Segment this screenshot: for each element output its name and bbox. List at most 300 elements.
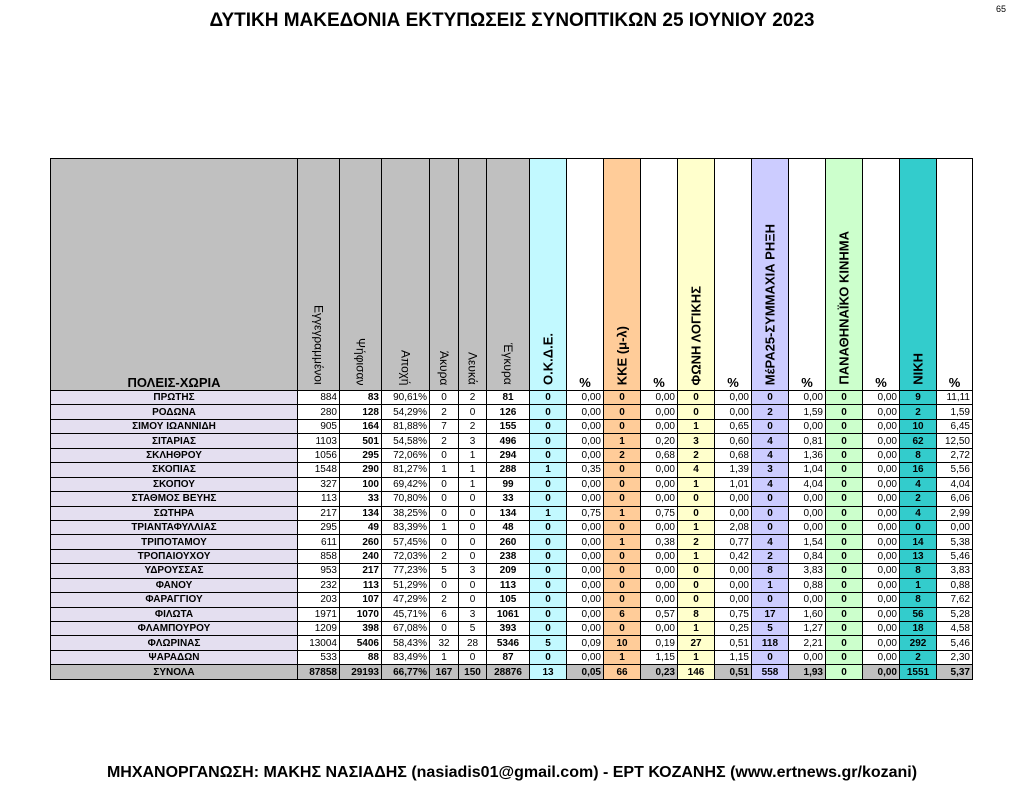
okde-pct-cell: 0,00 — [567, 535, 604, 549]
header-okde-pct: % — [567, 159, 604, 391]
kke-votes-cell: 0 — [604, 549, 641, 563]
header-niki-pct: % — [937, 159, 973, 391]
okde-pct-cell: 0,00 — [567, 419, 604, 433]
okde-pct-cell: 0,00 — [567, 477, 604, 491]
mera-votes-cell: 0 — [752, 520, 789, 534]
abstention-cell: 83,49% — [382, 650, 430, 664]
foni-pct-cell: 2,08 — [715, 520, 752, 534]
mera-pct-cell: 0,81 — [789, 434, 826, 448]
abstention-cell: 54,29% — [382, 405, 430, 419]
abstention-cell: 54,58% — [382, 434, 430, 448]
place-name: ΣΙΤΑΡΙΑΣ — [51, 434, 298, 448]
foni-pct-cell: 1,01 — [715, 477, 752, 491]
mera-pct-cell: 1,54 — [789, 535, 826, 549]
abstention-cell: 83,39% — [382, 520, 430, 534]
okde-pct-cell: 0,00 — [567, 578, 604, 592]
foni-pct-cell: 0,00 — [715, 405, 752, 419]
foni-votes-cell: 27 — [678, 636, 715, 650]
pan-pct-cell: 0,00 — [863, 492, 900, 506]
pan-pct-cell: 0,00 — [863, 593, 900, 607]
table-row — [51, 578, 973, 592]
place-name: ΠΡΩΤΗΣ — [51, 391, 298, 405]
valid-cell: 99 — [487, 477, 530, 491]
kke-pct-cell: 1,15 — [641, 650, 678, 664]
valid-cell: 113 — [487, 578, 530, 592]
okde-votes-cell: 0 — [530, 593, 567, 607]
foni-pct-cell: 0,65 — [715, 419, 752, 433]
place-name: ΣΚΛΗΘΡΟΥ — [51, 448, 298, 462]
place-name: ΦΑΝΟΥ — [51, 578, 298, 592]
invalid-cell: 7 — [430, 419, 459, 433]
pan-votes-cell: 0 — [826, 578, 863, 592]
foni-votes-cell: 3 — [678, 434, 715, 448]
pan-pct-cell: 0,00 — [863, 520, 900, 534]
header-places: ΠΟΛΕΙΣ-ΧΩΡΙΑ — [51, 159, 298, 391]
mera-votes-cell: 4 — [752, 477, 789, 491]
niki-votes-cell: 2 — [900, 492, 937, 506]
header-row — [51, 159, 973, 391]
okde-pct-cell: 0,05 — [567, 665, 604, 679]
abstention-cell: 51,29% — [382, 578, 430, 592]
foni-pct-cell: 0,51 — [715, 665, 752, 679]
pan-pct-cell: 0,00 — [863, 463, 900, 477]
table-row — [51, 593, 973, 607]
valid-cell: 209 — [487, 564, 530, 578]
pan-votes-cell: 0 — [826, 448, 863, 462]
voted-cell: 128 — [340, 405, 382, 419]
okde-votes-cell: 13 — [530, 665, 567, 679]
mera-votes-cell: 0 — [752, 419, 789, 433]
okde-pct-cell: 0,00 — [567, 434, 604, 448]
invalid-cell: 0 — [430, 535, 459, 549]
pan-pct-cell: 0,00 — [863, 391, 900, 405]
kke-votes-cell: 0 — [604, 477, 641, 491]
valid-cell: 48 — [487, 520, 530, 534]
niki-votes-cell: 14 — [900, 535, 937, 549]
invalid-cell: 1 — [430, 463, 459, 477]
mera-pct-cell: 1,36 — [789, 448, 826, 462]
okde-votes-cell: 0 — [530, 564, 567, 578]
kke-votes-cell: 0 — [604, 622, 641, 636]
pan-pct-cell: 0,00 — [863, 564, 900, 578]
mera-votes-cell: 3 — [752, 463, 789, 477]
kke-pct-cell: 0,23 — [641, 665, 678, 679]
mera-votes-cell: 4 — [752, 448, 789, 462]
voted-cell: 29193 — [340, 665, 382, 679]
invalid-cell: 0 — [430, 477, 459, 491]
abstention-cell: 81,27% — [382, 463, 430, 477]
blank-cell: 3 — [459, 607, 487, 621]
kke-votes-cell: 0 — [604, 593, 641, 607]
okde-votes-cell: 0 — [530, 520, 567, 534]
pan-votes-cell: 0 — [826, 636, 863, 650]
valid-cell: 5346 — [487, 636, 530, 650]
abstention-cell: 38,25% — [382, 506, 430, 520]
foni-votes-cell: 1 — [678, 520, 715, 534]
mera-pct-cell: 0,00 — [789, 419, 826, 433]
abstention-cell: 77,23% — [382, 564, 430, 578]
header-invalid: Άκυρα — [430, 159, 459, 391]
foni-pct-cell: 1,39 — [715, 463, 752, 477]
niki-votes-cell: 4 — [900, 477, 937, 491]
niki-pct-cell: 4,04 — [937, 477, 973, 491]
place-name: ΣΚΟΠΟΥ — [51, 477, 298, 491]
registered-cell: 280 — [298, 405, 340, 419]
mera-pct-cell: 0,00 — [789, 506, 826, 520]
header-party-mera: ΜέΡΑ25-ΣΥΜΜΑΧΙΑ ΡΗΞΗ — [752, 159, 789, 391]
place-name: ΦΛΑΜΠΟΥΡΟΥ — [51, 622, 298, 636]
mera-pct-cell: 0,00 — [789, 593, 826, 607]
place-name: ΤΡΙΑΝΤΑΦΥΛΛΙΑΣ — [51, 520, 298, 534]
kke-votes-cell: 1 — [604, 535, 641, 549]
foni-pct-cell: 0,25 — [715, 622, 752, 636]
header-kke-pct: % — [641, 159, 678, 391]
mera-votes-cell: 8 — [752, 564, 789, 578]
registered-cell: 217 — [298, 506, 340, 520]
okde-votes-cell: 0 — [530, 405, 567, 419]
abstention-cell: 67,08% — [382, 622, 430, 636]
kke-pct-cell: 0,75 — [641, 506, 678, 520]
invalid-cell: 167 — [430, 665, 459, 679]
foni-votes-cell: 0 — [678, 391, 715, 405]
place-name: ΤΡΟΠΑΙΟΥΧΟΥ — [51, 549, 298, 563]
foni-pct-cell: 0,00 — [715, 593, 752, 607]
registered-cell: 87858 — [298, 665, 340, 679]
niki-pct-cell: 12,50 — [937, 434, 973, 448]
mera-votes-cell: 1 — [752, 578, 789, 592]
mera-pct-cell: 0,00 — [789, 492, 826, 506]
mera-votes-cell: 17 — [752, 607, 789, 621]
invalid-cell: 0 — [430, 578, 459, 592]
niki-votes-cell: 8 — [900, 564, 937, 578]
kke-pct-cell: 0,00 — [641, 391, 678, 405]
valid-cell: 33 — [487, 492, 530, 506]
mera-votes-cell: 0 — [752, 650, 789, 664]
pan-votes-cell: 0 — [826, 492, 863, 506]
niki-votes-cell: 1 — [900, 578, 937, 592]
invalid-cell: 2 — [430, 593, 459, 607]
foni-votes-cell: 8 — [678, 607, 715, 621]
blank-cell: 1 — [459, 448, 487, 462]
table-row — [51, 549, 973, 563]
kke-votes-cell: 6 — [604, 607, 641, 621]
valid-cell: 294 — [487, 448, 530, 462]
foni-votes-cell: 2 — [678, 535, 715, 549]
okde-votes-cell: 1 — [530, 506, 567, 520]
footer-credits: ΜΗΧΑΝΟΡΓΑΝΩΣΗ: ΜΑΚΗΣ ΝΑΣΙΑΔΗΣ (nasiadis01@gmail.com) - ΕΡΤ ΚΟΖΑΝΗΣ (www.ertnews.gr/kozani) — [106, 764, 918, 781]
okde-votes-cell: 1 — [530, 463, 567, 477]
pan-pct-cell: 0,00 — [863, 448, 900, 462]
okde-votes-cell: 0 — [530, 391, 567, 405]
mera-votes-cell: 4 — [752, 535, 789, 549]
niki-pct-cell: 5,46 — [937, 636, 973, 650]
niki-pct-cell: 6,45 — [937, 419, 973, 433]
kke-pct-cell: 0,68 — [641, 448, 678, 462]
okde-votes-cell: 0 — [530, 434, 567, 448]
invalid-cell: 1 — [430, 650, 459, 664]
place-name: ΣΥΝΟΛΑ — [51, 665, 298, 679]
voted-cell: 260 — [340, 535, 382, 549]
foni-votes-cell: 1 — [678, 650, 715, 664]
pan-votes-cell: 0 — [826, 607, 863, 621]
voted-cell: 398 — [340, 622, 382, 636]
place-name: ΣΩΤΗΡΑ — [51, 506, 298, 520]
kke-pct-cell: 0,00 — [641, 549, 678, 563]
valid-cell: 28876 — [487, 665, 530, 679]
mera-votes-cell: 0 — [752, 593, 789, 607]
header-voted: Ψήφισαν — [340, 159, 382, 391]
kke-pct-cell: 0,57 — [641, 607, 678, 621]
table-row — [51, 636, 973, 650]
foni-pct-cell: 0,42 — [715, 549, 752, 563]
okde-pct-cell: 0,00 — [567, 405, 604, 419]
foni-pct-cell: 0,77 — [715, 535, 752, 549]
valid-cell: 134 — [487, 506, 530, 520]
foni-pct-cell: 0,51 — [715, 636, 752, 650]
blank-cell: 2 — [459, 419, 487, 433]
kke-pct-cell: 0,20 — [641, 434, 678, 448]
invalid-cell: 0 — [430, 492, 459, 506]
place-name: ΦΑΡΑΓΓΙΟΥ — [51, 593, 298, 607]
pan-votes-cell: 0 — [826, 419, 863, 433]
table-row — [51, 622, 973, 636]
abstention-cell: 58,43% — [382, 636, 430, 650]
kke-votes-cell: 0 — [604, 564, 641, 578]
mera-votes-cell: 0 — [752, 506, 789, 520]
foni-votes-cell: 1 — [678, 549, 715, 563]
abstention-cell: 81,88% — [382, 419, 430, 433]
pan-votes-cell: 0 — [826, 506, 863, 520]
okde-pct-cell: 0,00 — [567, 492, 604, 506]
mera-pct-cell: 4,04 — [789, 477, 826, 491]
invalid-cell: 6 — [430, 607, 459, 621]
registered-cell: 611 — [298, 535, 340, 549]
blank-cell: 0 — [459, 405, 487, 419]
foni-pct-cell: 0,75 — [715, 607, 752, 621]
blank-cell: 1 — [459, 463, 487, 477]
registered-cell: 1056 — [298, 448, 340, 462]
abstention-cell: 57,45% — [382, 535, 430, 549]
voted-cell: 164 — [340, 419, 382, 433]
place-name: ΥΔΡΟΥΣΣΑΣ — [51, 564, 298, 578]
foni-votes-cell: 4 — [678, 463, 715, 477]
blank-cell: 0 — [459, 492, 487, 506]
voted-cell: 5406 — [340, 636, 382, 650]
abstention-cell: 69,42% — [382, 477, 430, 491]
header-pan-pct: % — [863, 159, 900, 391]
voted-cell: 240 — [340, 549, 382, 563]
pan-pct-cell: 0,00 — [863, 506, 900, 520]
kke-pct-cell: 0,00 — [641, 492, 678, 506]
pan-pct-cell: 0,00 — [863, 434, 900, 448]
invalid-cell: 2 — [430, 549, 459, 563]
voted-cell: 134 — [340, 506, 382, 520]
valid-cell: 105 — [487, 593, 530, 607]
voted-cell: 290 — [340, 463, 382, 477]
voted-cell: 501 — [340, 434, 382, 448]
okde-votes-cell: 0 — [530, 607, 567, 621]
blank-cell: 0 — [459, 549, 487, 563]
okde-votes-cell: 0 — [530, 549, 567, 563]
foni-pct-cell: 0,60 — [715, 434, 752, 448]
niki-pct-cell: 5,56 — [937, 463, 973, 477]
foni-pct-cell: 0,68 — [715, 448, 752, 462]
page-title: ΔΥΤΙΚΗ ΜΑΚΕΔΟΝΙΑ ΕΚΤΥΠΩΣΕΙΣ ΣΥΝΟΠΤΙΚΩΝ 25 ΙΟΥΝΙΟΥ 2023 — [209, 10, 815, 31]
kke-votes-cell: 0 — [604, 492, 641, 506]
header-party-foni: ΦΩΝΗ ΛΟΓΙΚΗΣ — [678, 159, 715, 391]
niki-votes-cell: 292 — [900, 636, 937, 650]
voted-cell: 107 — [340, 593, 382, 607]
foni-votes-cell: 2 — [678, 448, 715, 462]
place-name: ΤΡΙΠΟΤΑΜΟΥ — [51, 535, 298, 549]
blank-cell: 5 — [459, 622, 487, 636]
voted-cell: 217 — [340, 564, 382, 578]
kke-pct-cell: 0,00 — [641, 477, 678, 491]
foni-votes-cell: 0 — [678, 405, 715, 419]
niki-pct-cell: 5,28 — [937, 607, 973, 621]
kke-votes-cell: 0 — [604, 578, 641, 592]
okde-votes-cell: 5 — [530, 636, 567, 650]
invalid-cell: 5 — [430, 564, 459, 578]
niki-votes-cell: 0 — [900, 520, 937, 534]
registered-cell: 533 — [298, 650, 340, 664]
registered-cell: 1548 — [298, 463, 340, 477]
blank-cell: 1 — [459, 477, 487, 491]
table-row — [51, 405, 973, 419]
blank-cell: 3 — [459, 434, 487, 448]
pan-votes-cell: 0 — [826, 593, 863, 607]
pan-pct-cell: 0,00 — [863, 405, 900, 419]
kke-pct-cell: 0,00 — [641, 405, 678, 419]
pan-pct-cell: 0,00 — [863, 607, 900, 621]
kke-pct-cell: 0,00 — [641, 419, 678, 433]
okde-pct-cell: 0,35 — [567, 463, 604, 477]
niki-pct-cell: 5,37 — [937, 665, 973, 679]
foni-pct-cell: 1,15 — [715, 650, 752, 664]
foni-votes-cell: 0 — [678, 564, 715, 578]
pan-pct-cell: 0,00 — [863, 578, 900, 592]
valid-cell: 87 — [487, 650, 530, 664]
table-row — [51, 448, 973, 462]
abstention-cell: 72,03% — [382, 549, 430, 563]
registered-cell: 232 — [298, 578, 340, 592]
niki-votes-cell: 8 — [900, 448, 937, 462]
niki-pct-cell: 2,99 — [937, 506, 973, 520]
table-row — [51, 564, 973, 578]
niki-votes-cell: 16 — [900, 463, 937, 477]
pan-votes-cell: 0 — [826, 549, 863, 563]
okde-pct-cell: 0,00 — [567, 564, 604, 578]
place-name: ΡΟΔΩΝΑ — [51, 405, 298, 419]
kke-pct-cell: 0,00 — [641, 520, 678, 534]
okde-pct-cell: 0,00 — [567, 650, 604, 664]
valid-cell: 1061 — [487, 607, 530, 621]
table-row — [51, 419, 973, 433]
mera-pct-cell: 0,00 — [789, 650, 826, 664]
pan-votes-cell: 0 — [826, 650, 863, 664]
niki-votes-cell: 1551 — [900, 665, 937, 679]
header-foni-pct: % — [715, 159, 752, 391]
niki-votes-cell: 4 — [900, 506, 937, 520]
header-party-pan: ΠΑΝΑΘΗΝΑΪΚΟ ΚΙΝΗΜΑ — [826, 159, 863, 391]
niki-pct-cell: 0,88 — [937, 578, 973, 592]
valid-cell: 393 — [487, 622, 530, 636]
table-row — [51, 520, 973, 534]
totals-row — [51, 665, 973, 679]
niki-votes-cell: 56 — [900, 607, 937, 621]
valid-cell: 238 — [487, 549, 530, 563]
voted-cell: 33 — [340, 492, 382, 506]
mera-pct-cell: 1,93 — [789, 665, 826, 679]
abstention-cell: 72,06% — [382, 448, 430, 462]
pan-votes-cell: 0 — [826, 665, 863, 679]
foni-votes-cell: 0 — [678, 492, 715, 506]
kke-pct-cell: 0,00 — [641, 593, 678, 607]
table-row — [51, 463, 973, 477]
kke-votes-cell: 0 — [604, 391, 641, 405]
mera-pct-cell: 0,88 — [789, 578, 826, 592]
mera-votes-cell: 2 — [752, 549, 789, 563]
pan-votes-cell: 0 — [826, 391, 863, 405]
voted-cell: 113 — [340, 578, 382, 592]
okde-pct-cell: 0,00 — [567, 622, 604, 636]
blank-cell: 3 — [459, 564, 487, 578]
niki-pct-cell: 6,06 — [937, 492, 973, 506]
pan-votes-cell: 0 — [826, 564, 863, 578]
mera-votes-cell: 558 — [752, 665, 789, 679]
kke-pct-cell: 0,19 — [641, 636, 678, 650]
okde-pct-cell: 0,75 — [567, 506, 604, 520]
blank-cell: 150 — [459, 665, 487, 679]
place-name: ΦΛΩΡΙΝΑΣ — [51, 636, 298, 650]
foni-pct-cell: 0,00 — [715, 391, 752, 405]
voted-cell: 49 — [340, 520, 382, 534]
voted-cell: 88 — [340, 650, 382, 664]
okde-pct-cell: 0,00 — [567, 607, 604, 621]
place-name: ΨΑΡΑΔΩΝ — [51, 650, 298, 664]
okde-votes-cell: 0 — [530, 419, 567, 433]
place-name: ΦΙΛΩΤΑ — [51, 607, 298, 621]
foni-pct-cell: 0,00 — [715, 578, 752, 592]
registered-cell: 1103 — [298, 434, 340, 448]
mera-votes-cell: 5 — [752, 622, 789, 636]
pan-votes-cell: 0 — [826, 477, 863, 491]
blank-cell: 0 — [459, 535, 487, 549]
mera-pct-cell: 0,00 — [789, 520, 826, 534]
foni-votes-cell: 0 — [678, 578, 715, 592]
niki-pct-cell: 0,00 — [937, 520, 973, 534]
abstention-cell: 70,80% — [382, 492, 430, 506]
table-row — [51, 535, 973, 549]
header-party-okde: Ο.Κ.Δ.Ε. — [530, 159, 567, 391]
kke-votes-cell: 1 — [604, 506, 641, 520]
pan-pct-cell: 0,00 — [863, 419, 900, 433]
pan-pct-cell: 0,00 — [863, 549, 900, 563]
blank-cell: 0 — [459, 506, 487, 520]
mera-votes-cell: 2 — [752, 405, 789, 419]
mera-pct-cell: 0,84 — [789, 549, 826, 563]
registered-cell: 884 — [298, 391, 340, 405]
pan-pct-cell: 0,00 — [863, 622, 900, 636]
abstention-cell: 66,77% — [382, 665, 430, 679]
niki-pct-cell: 3,83 — [937, 564, 973, 578]
mera-votes-cell: 118 — [752, 636, 789, 650]
foni-pct-cell: 0,00 — [715, 492, 752, 506]
invalid-cell: 2 — [430, 434, 459, 448]
niki-pct-cell: 2,30 — [937, 650, 973, 664]
okde-pct-cell: 0,00 — [567, 520, 604, 534]
niki-pct-cell: 2,72 — [937, 448, 973, 462]
